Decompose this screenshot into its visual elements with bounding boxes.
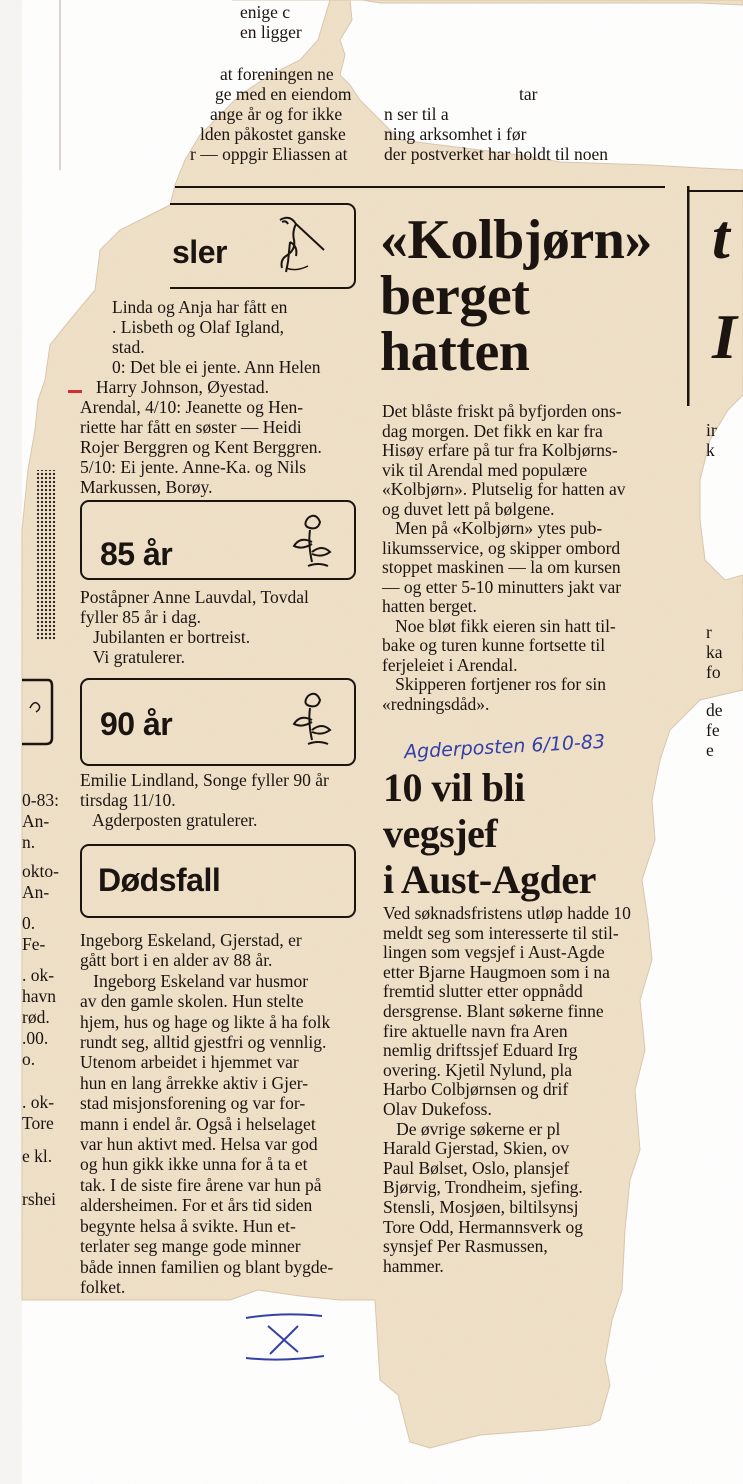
death-text: Ingeborg Eskeland, Gjerstad, er gått bort i en alder av 88 år. Ingeborg Eskeland var husmor av den gamle skolen. Hun stelte hjem, hus og hage og likte å ha folk rundt seg, alltid gjestfri og vennlig. Utenom arbeidet i hjemmet var hun en lang årrekke aktiv i Gjer- stad misjonsforening og var for- mann i endel år. Også i helselaget var hun aktivt med. Helsa var god og hun gikk ikke unna for å ta et tak. I de siste fire årene var hun på aldersheimen. For et års tid siden begynte helsa å svikte. Hun et- terlater seg mange gode minner både innen familien og blant bygde- folket. [80,930,334,1297]
births-text: Linda og Anja har fått en . Lisbeth og Olaf Igland, stad. 0: Det ble ei jente. Ann Helen Harry Johnson, Øyestad. Arendal, 4/10: Jeanette og Hen- riette har fått en søster — Heidi Rojer Berggren og Kent Berggren. 5/10: Ei jente. Anne-Ka. og Nils Markussen, Borøy. [80,297,322,497]
vegsjef-headline-2: vegsjef [383,811,498,856]
vegsjef-headline-3: i Aust-Agder [383,857,596,902]
birthday85-text: Poståpner Anne Lauvdal, Tovdal fyller 85 år i dag. Jubilanten er bortreist. Vi gratulerer. [80,587,309,667]
kolbjorn-headline-1: «Kolbjørn» [380,209,652,271]
stork-icon [266,212,338,276]
rose-icon [284,512,336,572]
left-edge-fragments: 0-83: An- n. okto- An- 0. Fe- . ok- havn rød. .00. o. . ok- Tore e kl. rshei [22,790,59,1209]
birthday90-title: 90 år [100,706,173,742]
right-headline-fragment-1: t [712,201,730,272]
right-edge-fragments: ir k r ka fo de fe e [706,420,723,760]
top-left-fragment: enige c en ligger at foreningen ne ge med en eiendom ange år og for ikke lden påkostet ganske r — oppgir Eliassen at [190,2,352,164]
handwritten-date-note: Agderposten 6/10-83 [403,730,606,764]
death-title: Dødsfall [98,862,221,898]
kolbjorn-text: Det blåste friskt på byfjorden ons- dag morgen. Det fikk en kar fra Hisøy erfare på tur fra Kolbjørns- vik til Arendal med populære «Kolbjørn». Plutselig for hatten av og duvet lett på bølgene. Men på «Kolbjørn» ytes pub- likumsservice, og skipper ombord stoppet maskinen — la om kursen — og etter 5-10 minutters jakt var hatten berget. Noe bløt fikk eieren sin hatt til- bake og turen kunne fortsette til ferjeleiet i Arendal. Skipperen fortjener ros for sin «redningsdåd». [382,401,626,714]
kolbjorn-headline-2: berget [380,265,530,327]
births-title: sler [172,234,227,270]
handwritten-x-mark [240,1308,330,1368]
rose-icon [284,690,336,752]
vegsjef-headline-1: 10 vil bli [383,765,525,810]
birthday90-text: Emilie Lindland, Songe fyller 90 år tirsdag 11/10. Agderposten gratulerer. [80,770,329,830]
top-right-fragment: tar n ser til a ning arksomhet i før der postverket har holdt til noen [384,84,609,164]
kolbjorn-headline-3: hatten [380,321,530,383]
vegsjef-text: Ved søknadsfristens utløp hadde 10 meldt seg som interesserte til stil- lingen som vegsjef i Aust-Agde etter Bjarne Haugmoen som i na fremtid slutter etter oppnådd dersgrense. Blant søkerne finne fire aktuelle navn fra Aren nemlig driftssjef Eduard Irg overing. Kjetil Nylund, pla Harbo Colbjørnsen og drif Olav Dukefoss. De øvrige søkerne er pl Harald Gjerstad, Skien, ov Paul Bølset, Oslo, plansjef Bjørvig, Trondheim, sjefing. Stensli, Mosjøen, biltilsynsj Tore Odd, Hermannsverk og synsjef Per Rasmussen, hammer. [383,904,631,1276]
birthday85-title: 85 år [100,536,173,572]
right-headline-fragment-2: I [712,301,737,372]
